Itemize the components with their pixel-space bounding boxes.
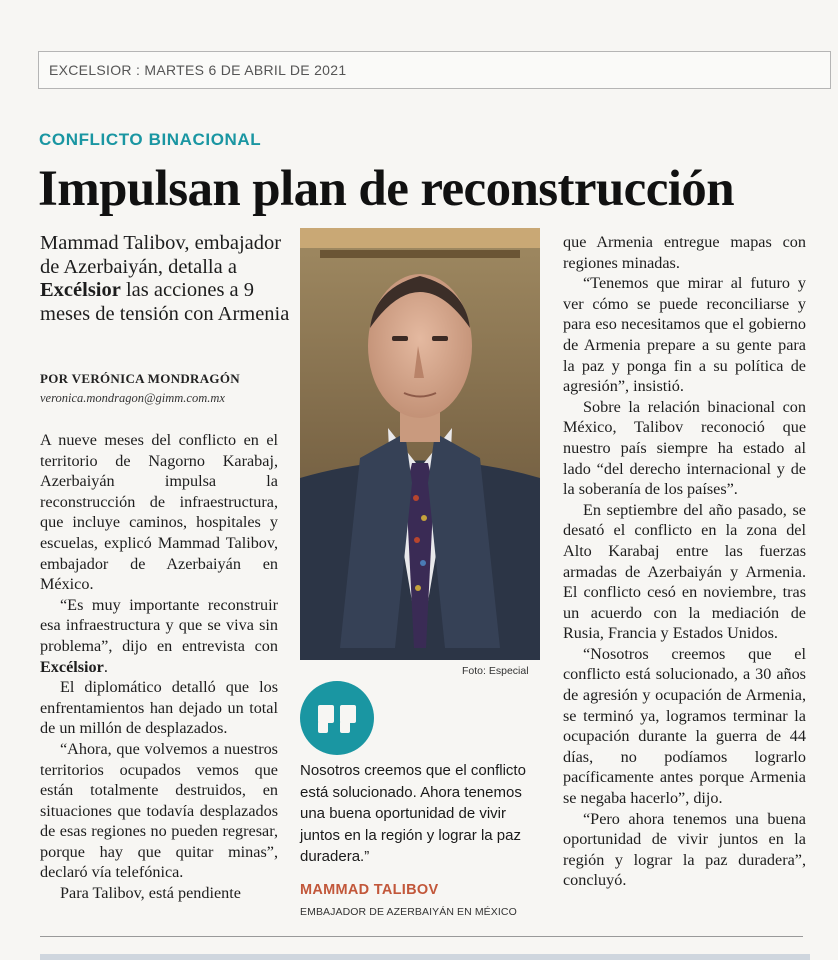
paragraph: “Nosotros creemos que el conflicto está solucionado, a 30 años de agresión y ocupación de Armenia, se terminó ya, logramos terminar la ocupación durante la guerra de 44 días, no podíamos lograrlo pacíficamente antes porque Armenia se negaba hacerlo”, dijo. [563, 644, 806, 808]
right-column [563, 232, 806, 891]
deck-text-2: las acciones a 9 meses de tensión con Armenia [40, 279, 290, 325]
portrait-photo [300, 228, 540, 660]
pull-quote-role: EMBAJADOR DE AZERBAIYÁN EN MÉXICO [300, 906, 517, 918]
photo-credit: Foto: Especial [462, 665, 529, 677]
paragraph: A nueve meses del conflicto en el territorio de Nagorno Karabaj, Azerbaiyán impulsa la reconstrucción de infraestructura, que incluye caminos, hospitales y escuelas, explicó Mammad Talibov, embajador de Azerbaiyán en México. [40, 431, 278, 594]
deck-bold-brand: Excélsior [40, 279, 121, 301]
quote-glyph [300, 681, 374, 755]
paragraph: El diplomático detalló que los enfrentamientos han dejado un total de un millón de desplazados. [40, 678, 278, 738]
paragraph: que Armenia entregue mapas con regiones minadas. [563, 233, 806, 272]
paragraph: “Ahora, que volvemos a nuestros territorios ocupados vemos que están totalmente destruidos, en situaciones que todavía desplazados de esas regiones no pueden regresar, porque hay que quitar minas”, declaró vía telefónica. [40, 739, 278, 882]
paragraph: Para Talibov, está pendiente [60, 884, 241, 903]
byline: POR VERÓNICA MONDRAGÓN [40, 371, 240, 386]
paragraph [40, 595, 278, 677]
paragraph-text: . [103, 657, 108, 676]
paragraph: “Tenemos que mirar al futuro y ver cómo se puede reconciliarse y para eso necesitamos que el gobierno de Armenia prepare a su gente para la paz y ponga fin a su política de agresión”, insistió. [563, 274, 806, 396]
author-email: veronica.mondragon@gimm.com.mx [40, 391, 225, 405]
quote-icon [300, 681, 374, 755]
publication-date-line: EXCELSIOR : MARTES 6 DE ABRIL DE 2021 [49, 62, 347, 78]
deck-text-1: Mammad Talibov, embajador de Azerbaiyán, detalla a [40, 232, 282, 278]
paragraph-text: “Es muy importante reconstruir esa infraestructura y que se viva sin problema”, dijo en entrevista con [40, 595, 278, 655]
bottom-divider [40, 936, 803, 937]
paragraph: Sobre la relación binacional con México, Talibov reconoció que nuestro país siempre ha estado al lado “del derecho internacional y de la soberanía de los países”. [563, 397, 806, 499]
portrait-illustration [300, 228, 540, 660]
paragraph: “Pero ahora tenemos una buena oportunidad de vivir juntos en la región y lograr la paz duradera”, concluyó. [563, 809, 806, 890]
pull-quote-text: Nosotros creemos que el conflicto está solucionado. Ahora tenemos una buena oportunidad de vivir juntos en la región y lograr la paz duradera.” [300, 762, 526, 865]
paragraph: En septiembre del año pasado, se desató el conflicto en la zona del Alto Karabaj entre las fuerzas armadas de Azerbaiyán y Armenia. El conflicto cesó en noviembre, tras un acuerdo con la mediación de Rusia, Francia y Estados Unidos. [563, 500, 806, 643]
paragraph-bold-brand: Excélsior [40, 657, 104, 676]
left-column [40, 430, 278, 904]
headline: Impulsan plan de reconstrucción [38, 161, 734, 217]
next-article-edge [40, 954, 810, 960]
pull-quote-author: MAMMAD TALIBOV [300, 882, 439, 898]
publication-header [38, 51, 831, 89]
section-kicker: CONFLICTO BINACIONAL [39, 130, 262, 149]
article-deck [40, 232, 290, 326]
